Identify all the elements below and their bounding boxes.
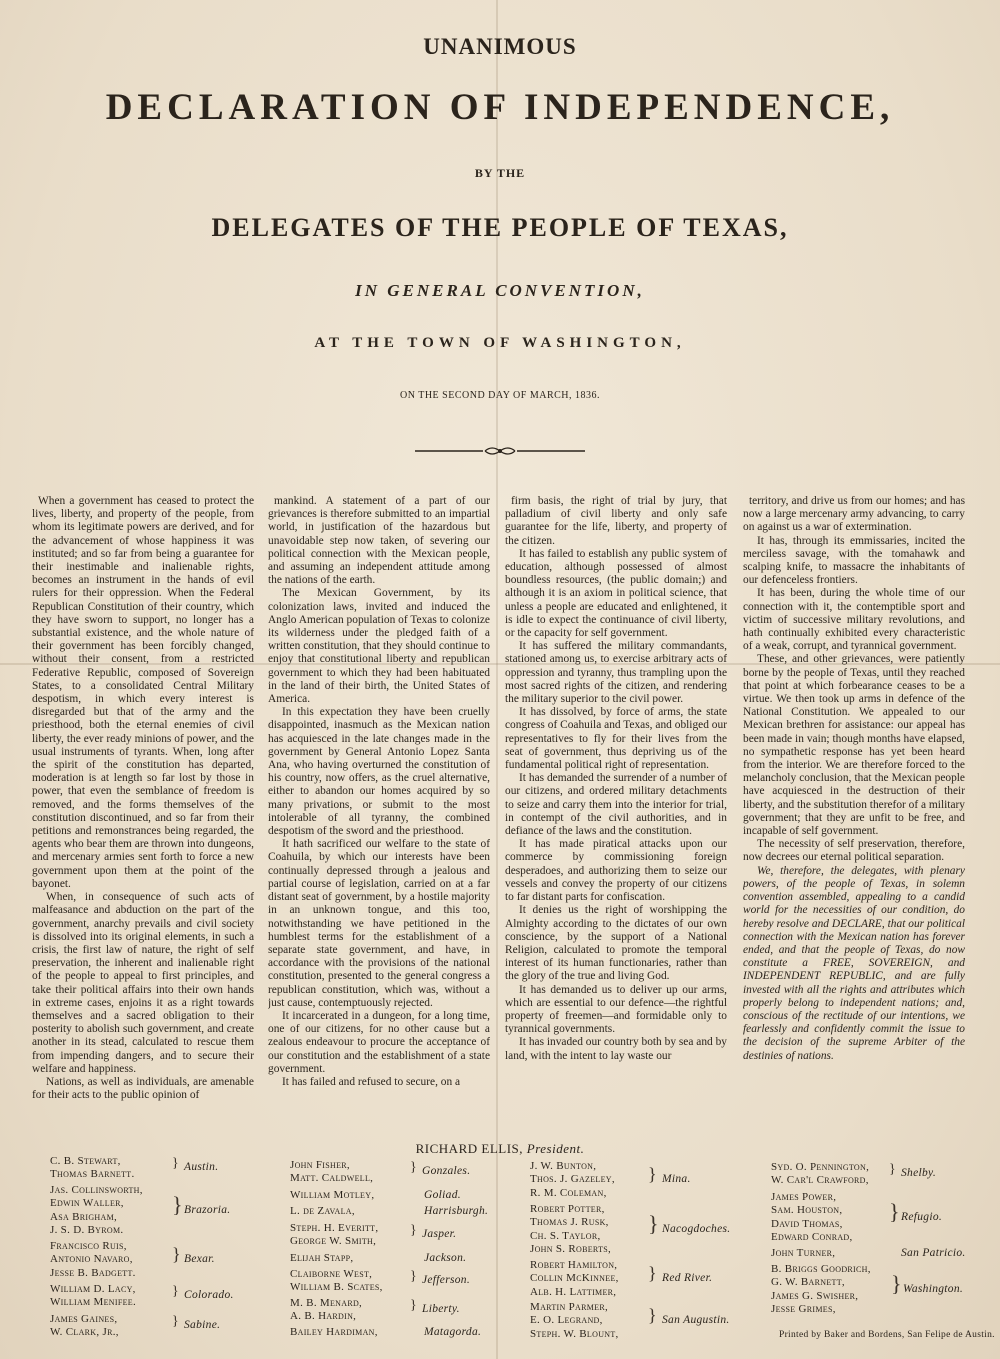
signers-jefferson (290, 1268, 471, 1295)
signer-name: James Power, (771, 1191, 837, 1203)
signer-name: Martin Parmer, (530, 1301, 609, 1313)
paragraph: It has been, during the whole time of our connection with it, the contemptible sport and victim of successive military revolutions, and hath continually exhibited every characteristic of a weak, corrupt, and tyrannical government. (743, 587, 965, 653)
county-label: Sabine. (184, 1319, 221, 1331)
signer-name: Bailey Hardiman, (290, 1326, 378, 1338)
signer-name: William Menifee. (50, 1296, 137, 1309)
signer-name: Claiborne West, (290, 1268, 373, 1280)
signer-name: L. de Zavala, (290, 1205, 355, 1217)
signer-name: R. M. Coleman, (530, 1186, 607, 1199)
paragraph: It has failed to establish any public system of education, although possessed of almost boundless resources, (the public domain;) and although it is an axiom in political science, that unless a people are educated and enlightened, it is idle to expect the continuance of civil liberty, or the capacity for self government. (505, 547, 727, 640)
text-column-4 (743, 495, 965, 1128)
resolution-paragraph: We, therefore, the delegates, with plenary powers, of the people of Texas, in solemn convention assembled, appealing to a candid world for the necessities of our condition, do hereby resolve and DECLARE, that our political connection with the Mexican nation has forever ended, and that the people of Texas, do now constitute a FREE, SOVEREIGN, and INDEPENDENT REPUBLIC, and are fully invested with all the rights and attributes which properly belong to independent nations; and, conscious of the rectitude of our intentions, we fearlessly and confidently commit the issue to the decision of the supreme Arbiter of the destinies of nations. (743, 864, 965, 1062)
county-label: San Augustin. (662, 1314, 730, 1326)
signer-name: Elijah Stapp, (290, 1252, 354, 1264)
signers-liberty (290, 1297, 460, 1324)
paragraph: It has demanded us to deliver up our arms, which are essential to our defence—the rightful property of freemen—and formidable only to tyrannical governments. (505, 983, 727, 1036)
signers-red-river (530, 1259, 713, 1299)
signers-harrisburgh (290, 1205, 489, 1218)
paragraph: It has demanded the surrender of a number of our citizens, and ordered military detachments to seize and carry them into the interior for trial, in contempt of the civil authorities, and in defiance of the laws and the constitution. (505, 772, 727, 838)
heading-town: AT THE TOWN OF WASHINGTON, (314, 335, 686, 351)
text-column-3 (505, 495, 727, 1128)
brace-icon: } (172, 1284, 180, 1299)
signers-shelby (771, 1161, 936, 1188)
signer-name: Asa Brigham, (50, 1210, 118, 1223)
county-label: Bexar. (184, 1253, 215, 1265)
county-label: Brazoria. (184, 1204, 231, 1216)
brace-icon: } (889, 1199, 900, 1224)
brace-icon: } (648, 1164, 657, 1184)
signer-name: William B. Scates, (290, 1281, 383, 1294)
paragraph: It has suffered the military commandants, stationed among us, to exercise arbitrary acts of oppression and tyranny, thus trampling upon the most sacred rights of the citizen, and rendering the military superior to the civil power. (505, 640, 727, 706)
signer-name: Syd. O. Pennington, (771, 1161, 870, 1173)
county-label: Washington. (903, 1283, 964, 1295)
brace-icon: } (648, 1211, 659, 1236)
paragraph: It has invaded our country both by sea and by land, with the intent to lay waste our (505, 1036, 727, 1062)
signer-name: John Fisher, (290, 1159, 350, 1171)
brace-icon: } (410, 1269, 418, 1284)
signer-name: A. B. Hardin, (290, 1310, 357, 1323)
signer-name: Robert Hamilton, (530, 1259, 618, 1271)
signer-name: Sam. Houston, (771, 1204, 843, 1217)
signer-name: G. W. Barnett, (771, 1276, 845, 1289)
paragraph: It has made piratical attacks upon our commerce by commissioning foreign desperadoes, and authorizing them to seize our vessels and convey the property of our citizens to far distant parts for confiscation. (505, 838, 727, 904)
president-signature (0, 1141, 1000, 1157)
heading-general-convention: IN GENERAL CONVENTION, (355, 281, 645, 300)
signers-austin (50, 1155, 219, 1182)
brace-icon: } (172, 1314, 180, 1329)
county-label: Jefferson. (422, 1274, 471, 1286)
county-label: Mina. (662, 1173, 691, 1185)
signers-mina (530, 1160, 691, 1200)
signer-name: E. O. Legrand, (530, 1314, 603, 1327)
signers-jackson (290, 1252, 467, 1265)
paragraph: In this expectation they have been cruelly disappointed, inasmuch as the Mexican nation has acquiesced in the late changes made in the government by General Antonio Lopez Santa Ana, who having overturned the constitution of his country, now offers, as the cruel alternative, either to abandon our homes acquired by so many privations, or submit to the most intolerable of all tyranny, the combined despotism of the sword and the priesthood. (268, 706, 490, 838)
signer-name: Jas. Collinsworth, (50, 1184, 143, 1196)
paragraph: When a government has ceased to protect the lives, liberty, and property of the people, from whom its legitimate powers are derived, and for the advancement of whose happiness it was instituted; and so far from being a guarantee for their inestimable and inalienable rights, becomes an instrument in the hands of evil rulers for their oppression. When the Federal Republican Constitution of their country, which they have sworn to support, no longer has a substantial existence, and the whole nature of their government has been forcibly changed, without their consent, from a restricted Federative Republic, composed of Sovereign States, to a consolidated Central Military despotism, in which every interest is disregarded but that of the army and the priesthood, both the eternal enemies of civil liberty, the ever ready minions of power, and the usual instruments of tyrants. When, long after the spirit of the constitution has departed, moderation is at length so far lost by those in power, that even the semblance of freedom is removed, and the forms themselves of the constitution discontinued, and so far from their petitions and remonstrances being regarded, the agents who bear them are thrown into dungeons, and mercenary armies sent forth to force a new government upon them at the point of the bayonet. (32, 495, 254, 890)
signer-name: Matt. Caldwell, (290, 1172, 374, 1185)
signers-bexar (50, 1240, 215, 1280)
signers-brazoria (50, 1184, 231, 1237)
brace-icon: } (410, 1223, 418, 1238)
signers-refugio (771, 1191, 943, 1244)
heading-by-the: BY THE (474, 166, 526, 180)
paragraph: territory, and drive us from our homes; and has now a large mercenary army advancing, to carry on against us a war of extermination. (743, 495, 965, 534)
county-label: Colorado. (184, 1289, 234, 1301)
signer-name: Jesse Grimes, (771, 1302, 836, 1315)
paragraph: It denies us the right of worshipping the Almighty according to the dictates of our own conscience, by the support of a National Religion, calculated to promote the temporal interest of its human functionaries, rather than the glory of the true and living God. (505, 904, 727, 983)
signer-name: Steph. W. Blount, (530, 1327, 619, 1340)
signer-name: W. Car'l Crawford, (771, 1174, 869, 1187)
signers-sabine (50, 1313, 221, 1340)
brace-icon: } (172, 1156, 180, 1171)
signer-name: J. S. D. Byrom. (50, 1223, 124, 1236)
brace-icon: } (889, 1162, 897, 1177)
brace-icon: } (648, 1305, 657, 1325)
county-label: Harrisburgh. (424, 1205, 489, 1217)
signer-name: Collin McKinnee, (530, 1272, 619, 1285)
signer-name: Edward Conrad, (771, 1230, 853, 1243)
county-label: Goliad. (424, 1189, 461, 1201)
text-column-2 (268, 495, 490, 1128)
paragraph: When, in consequence of such acts of malfeasance and abduction on the part of the government, anarchy prevails and civil society is dissolved into its original elements, in such a crisis, the first law of nature, the right of self preservation, the inherent and inalienable right of the people to appeal to first principles, and take their political affairs into their own hands in extreme cases, enjoins it as a right towards themselves and a sacred obligation to their posterity to abolish such government, and create another in its stead, calculated to rescue them from impending dangers, and to secure their welfare and happiness. (32, 891, 254, 1075)
heading-delegates: DELEGATES OF THE PEOPLE OF TEXAS, (211, 213, 789, 242)
brace-icon: } (648, 1263, 657, 1283)
signer-name: Steph. H. Everitt, (290, 1222, 379, 1234)
paragraph: The necessity of self preservation, therefore, now decrees our eternal political separation. (743, 838, 965, 864)
heading-unanimous: UNANIMOUS (423, 34, 577, 59)
signer-name: W. Clark, Jr., (50, 1326, 119, 1339)
signers-nacogdoches (530, 1203, 731, 1256)
signer-name: Jesse B. Badgett. (50, 1266, 136, 1279)
brace-icon: } (891, 1271, 902, 1296)
printer-imprint: Printed by Baker and Bordens, San Felipe de Austin. (779, 1330, 995, 1340)
paragraph: firm basis, the right of trial by jury, that palladium of civil liberty and only safe guarantee for the life, liberty, and property of the citizen. (505, 495, 727, 547)
paragraph: It incarcerated in a dungeon, for a long time, one of our citizens, for no other cause but a zealous endeavour to procure the acceptance of our constitution and the establishment of a state government. (268, 1009, 490, 1075)
county-label: Austin. (184, 1161, 219, 1173)
county-label: Jackson. (424, 1252, 467, 1264)
county-label: Matagorda. (424, 1326, 482, 1338)
county-label: Jasper. (422, 1228, 457, 1240)
paragraph: It has dissolved, by force of arms, the state congress of Coahuila and Texas, and obliged our representatives to fly for their lives from the seat of government, thus depriving us of the fundamental political right of representation. (505, 706, 727, 772)
text-column-1 (32, 495, 254, 1128)
signers-colorado (50, 1283, 234, 1310)
signers-san-augustin (530, 1301, 730, 1341)
signers-jasper (290, 1222, 457, 1249)
signer-name: Thomas J. Rusk, (530, 1216, 609, 1229)
signer-name: William Motley, (290, 1189, 375, 1201)
county-label: Shelby. (901, 1167, 936, 1179)
signer-name: Antonio Navaro, (50, 1253, 133, 1266)
signers-goliad (290, 1189, 461, 1202)
paragraph: Nations, as well as individuals, are amenable for their acts to the public opinion of (32, 1075, 254, 1102)
signer-name: John S. Roberts, (530, 1242, 612, 1255)
paragraph: It has failed and refused to secure, on a (282, 1075, 461, 1088)
heading-declaration: DECLARATION OF INDEPENDENCE, (105, 87, 895, 128)
signer-name: Robert Potter, (530, 1203, 605, 1215)
signer-name: Francisco Ruis, (50, 1240, 127, 1252)
signers-washington (771, 1263, 964, 1316)
signer-name: C. B. Stewart, (50, 1155, 121, 1167)
county-label: Refugio. (901, 1211, 943, 1223)
paragraph: The Mexican Government, by its colonization laws, invited and induced the Anglo American population of Texas to colonize its wilderness under the pledged faith of a written constitution, that they should continue to enjoy that constitutional liberty and republican government to which they had been habituated in the land of their birth, the United States of America. (268, 587, 490, 706)
paragraph: It hath sacrificed our welfare to the state of Coahuila, by which our interests have been continually depressed through a jealous and partial course of legislation, carried on at a far distant seat of government, by a hostile majority in an unknown tongue, and this too, notwithstanding we have petitioned in the humblest terms for the establishment of a separate state government, and have, in accordance with the provisions of the national constitution, presented to the general congress a republican constitution, which was, without a just cause, contemptuously rejected. (268, 838, 490, 1009)
signer-name: Alb. H. Lattimer, (530, 1285, 617, 1298)
signer-name: James Gaines, (50, 1313, 118, 1325)
brace-icon: } (172, 1192, 183, 1217)
county-label: San Patricio. (901, 1247, 966, 1259)
signer-name: J. W. Bunton, (530, 1160, 597, 1172)
county-label: Nacogdoches. (662, 1223, 731, 1235)
brace-icon: } (410, 1160, 418, 1175)
paragraph: mankind. A statement of a part of our grievances is therefore submitted to an impartial world, in justification of the hazardous but unavoidable step now taken, of severing our political connection with the Mexican people, and assuming an independent attitude among the nations of the earth. (268, 495, 490, 587)
ornament-rule-icon (415, 445, 585, 457)
signer-name: William D. Lacy, (50, 1283, 136, 1295)
signer-name: M. B. Menard, (290, 1297, 363, 1309)
signer-name: James G. Swisher, (771, 1289, 859, 1302)
paragraph: These, and other grievances, were patiently borne by the people of Texas, until they reached that point at which forbearance ceases to be a virtue. We then took up arms in defence of the National Constitution. We appealed to our Mexican brethren for assistance: our appeal has been made in vain; though months have elapsed, no sympathetic response has yet been heard from the interior. We are therefore forced to the melancholy conclusion, that the Mexican people have acquiesced in the destruction of their liberty, and the substitution therefor of a military government; that they are unfit to be free, and incapable of self government. (743, 653, 965, 838)
county-label: Liberty. (422, 1303, 460, 1315)
signers-matagorda (290, 1326, 482, 1339)
signer-name: John Turner, (771, 1247, 836, 1259)
signers-san-patricio (771, 1247, 966, 1260)
county-label: Red River. (662, 1272, 713, 1284)
signer-name: George W. Smith, (290, 1235, 377, 1248)
paragraph: It has, through its emmissaries, incited the merciless savage, with the tomahawk and scalping knife, to massacre the inhabitants of our defenceless frontiers. (743, 534, 965, 587)
brace-icon: } (410, 1298, 418, 1313)
signer-name: Ch. S. Taylor, (530, 1229, 601, 1242)
county-label: Gonzales. (422, 1165, 471, 1177)
signer-name: David Thomas, (771, 1217, 843, 1230)
signer-name: Thomas Barnett. (50, 1168, 135, 1181)
signer-name: Thos. J. Gazeley, (530, 1173, 615, 1186)
brace-icon: } (172, 1244, 181, 1264)
signer-name: Edwin Waller, (50, 1197, 124, 1210)
president-title: President. (526, 1141, 585, 1156)
heading-date: ON THE SECOND DAY OF MARCH, 1836. (399, 390, 601, 401)
signer-name: B. Briggs Goodrich, (771, 1263, 871, 1275)
president-name: RICHARD ELLIS, (415, 1141, 524, 1156)
signers-gonzales (290, 1159, 471, 1186)
